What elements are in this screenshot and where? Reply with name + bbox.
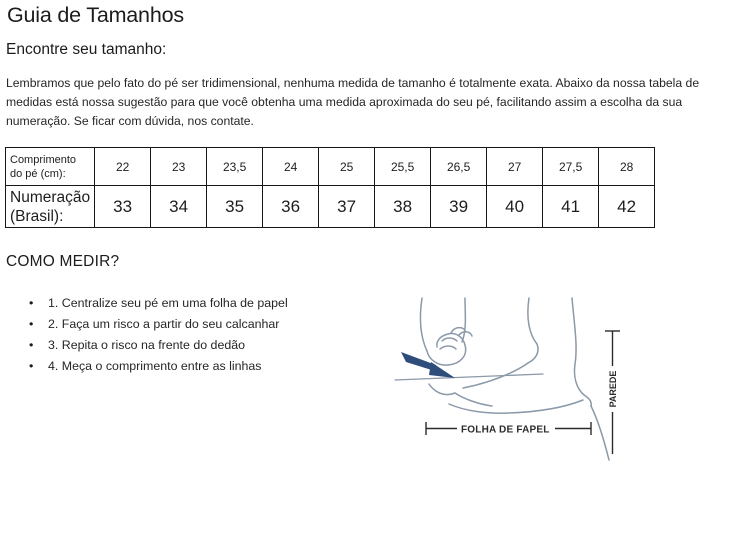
find-size-heading: Encontre seu tamanho:	[6, 41, 167, 58]
size-cell: 37	[319, 186, 375, 228]
measure-step: • 2. Faça um risco a partir do seu calcanhar	[29, 314, 288, 335]
length-cell: 26,5	[431, 148, 487, 186]
length-cell: 25	[319, 148, 375, 186]
measure-step: • 4. Meça o comprimento entre as linhas	[29, 356, 288, 377]
measure-steps-list	[29, 293, 288, 377]
foot-outline-drawing	[395, 298, 609, 460]
length-cell: 28	[599, 148, 655, 186]
length-cell: 23,5	[207, 148, 263, 186]
size-cell: 41	[543, 186, 599, 228]
size-cell: 39	[431, 186, 487, 228]
length-cell: 27,5	[543, 148, 599, 186]
size-cell: 36	[263, 186, 319, 228]
size-cell: 42	[599, 186, 655, 228]
measure-step: • 1. Centralize seu pé em uma folha de papel	[29, 293, 288, 314]
size-cell: 34	[151, 186, 207, 228]
wall-label: PAREDE	[608, 370, 618, 408]
measure-step: • 3. Repita o risco na frente do dedão	[29, 335, 288, 356]
length-cell: 24	[263, 148, 319, 186]
table-row-brazil-size	[6, 186, 655, 228]
page-title: Guia de Tamanhos	[7, 3, 184, 27]
length-cell: 25,5	[375, 148, 431, 186]
intro-paragraph: Lembramos que pelo fato do pé ser tridimensional, nenhuma medida de tamanho é totalmente exata. Abaixo da nossa tabela de medidas está nossa sugestão para que você obtenha uma medida aproximada do seu pé, facilitando assim a escolha da sua numeração. Se ficar com dúvida, nos contate.	[6, 76, 700, 128]
length-cell: 23	[151, 148, 207, 186]
how-to-measure-heading: COMO MEDIR?	[6, 253, 120, 270]
size-cell: 40	[487, 186, 543, 228]
size-cell: 35	[207, 186, 263, 228]
table-row-foot-length	[6, 148, 655, 186]
row-label-foot-length: Comprimento do pé (cm):	[6, 148, 95, 186]
row-label-brazil-size: Numeração (Brasil):	[6, 186, 95, 228]
size-table	[5, 147, 655, 228]
size-cell: 38	[375, 186, 431, 228]
length-cell: 27	[487, 148, 543, 186]
size-cell: 33	[95, 186, 151, 228]
paper-width-label: FOLHA DE FAPEL	[461, 424, 550, 436]
length-cell: 22	[95, 148, 151, 186]
foot-measurement-illustration	[393, 296, 655, 474]
